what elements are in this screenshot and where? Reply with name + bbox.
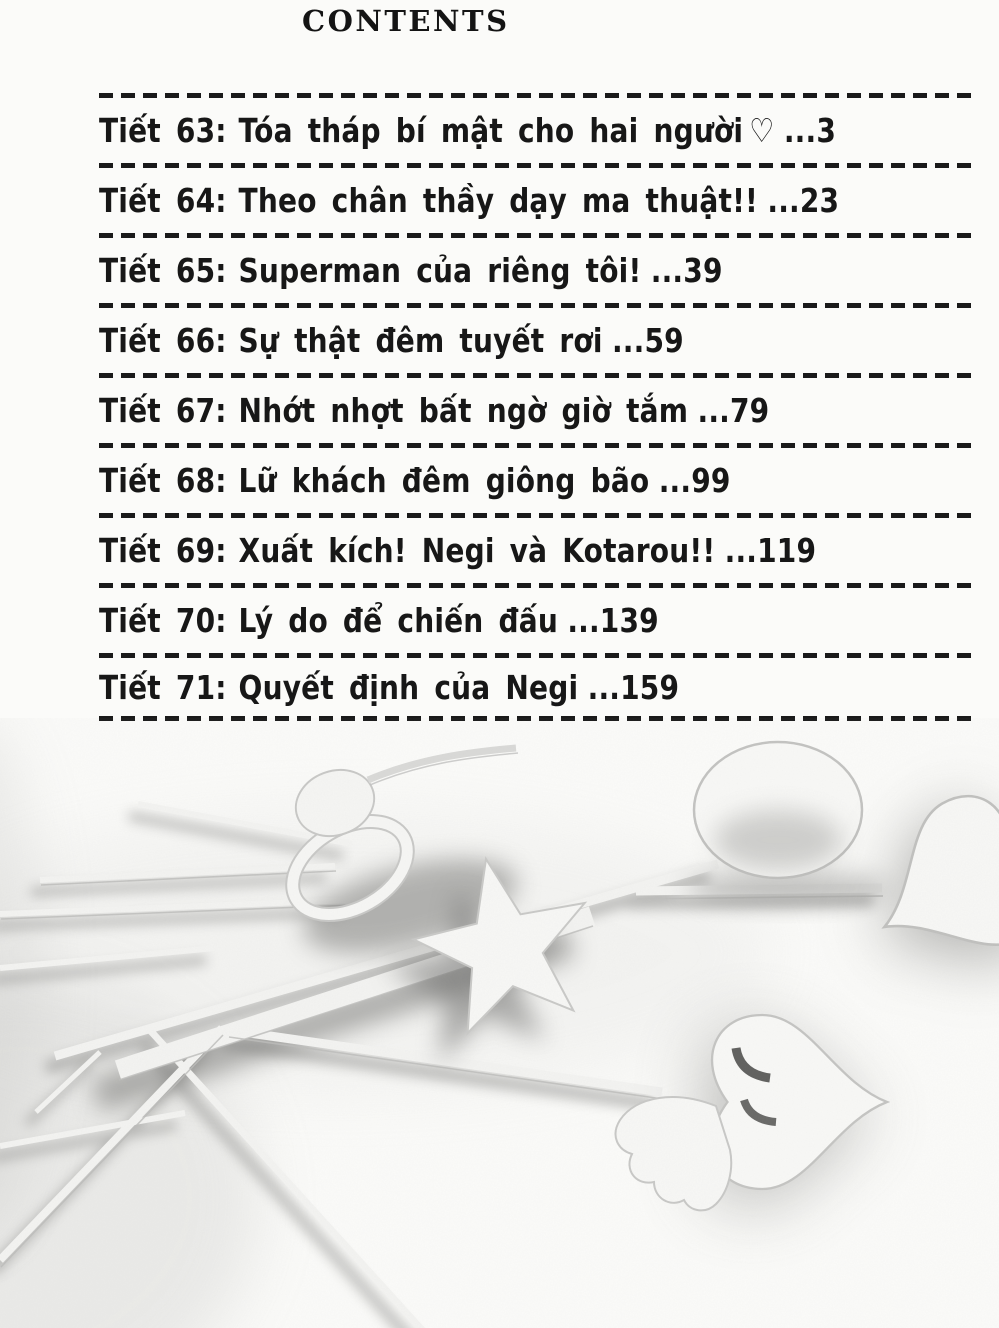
paper-grain: [0, 718, 999, 1328]
page-number: ...139: [567, 601, 659, 640]
chapter-title: Quyết định của Negi: [238, 667, 579, 707]
chapter-label: Tiết 67:: [99, 391, 227, 430]
toc-entry: [99, 378, 841, 443]
page-number: ...39: [650, 251, 723, 290]
page-number: ...119: [724, 531, 817, 570]
chapter-label: Tiết 71:: [99, 667, 227, 707]
chapter-title: Lý do để chiến đấu: [238, 601, 558, 640]
heart-icon: ♡: [749, 111, 775, 150]
toc-entry: [99, 448, 841, 513]
chapter-title: Tóa tháp bí mật cho hai người: [238, 111, 744, 150]
page-title: CONTENTS: [302, 4, 510, 38]
page-number: ...79: [697, 391, 770, 430]
chapter-label: Tiết 69:: [99, 531, 227, 570]
toc-entry: [99, 238, 841, 303]
chapter-title: Nhớt nhợt bất ngờ giờ tắm: [238, 391, 689, 430]
chapter-label: Tiết 64:: [99, 181, 227, 220]
page-number: ...59: [611, 321, 684, 360]
chapter-title: Superman của riêng tôi!: [238, 251, 642, 290]
toc-entry: [99, 588, 841, 653]
page-number: ...159: [587, 667, 680, 707]
chapter-title: Sự thật đêm tuyết rơi: [238, 321, 603, 360]
toc-entry: [99, 308, 841, 373]
toc-entry: [99, 98, 841, 163]
toc-entry: [99, 658, 841, 716]
chapter-title: Lữ khách đêm giông bão: [238, 461, 650, 500]
toc-entry: [99, 518, 841, 583]
chapter-title: Xuất kích! Negi và Kotarou!!: [238, 531, 716, 570]
chapter-label: Tiết 65:: [99, 251, 227, 290]
chapter-label: Tiết 68:: [99, 461, 227, 500]
page-number: ...3: [783, 111, 837, 150]
magic-wands-illustration: [0, 718, 999, 1328]
page-number: ...99: [658, 461, 731, 500]
chapter-label: Tiết 70:: [99, 601, 227, 640]
table-of-contents: [99, 93, 972, 721]
toc-entry: [99, 168, 841, 233]
chapter-label: Tiết 66:: [99, 321, 227, 360]
chapter-label: Tiết 63:: [99, 111, 227, 150]
page-number: ...23: [767, 181, 840, 220]
chapter-title: Theo chân thầy dạy ma thuật!!: [238, 181, 759, 220]
